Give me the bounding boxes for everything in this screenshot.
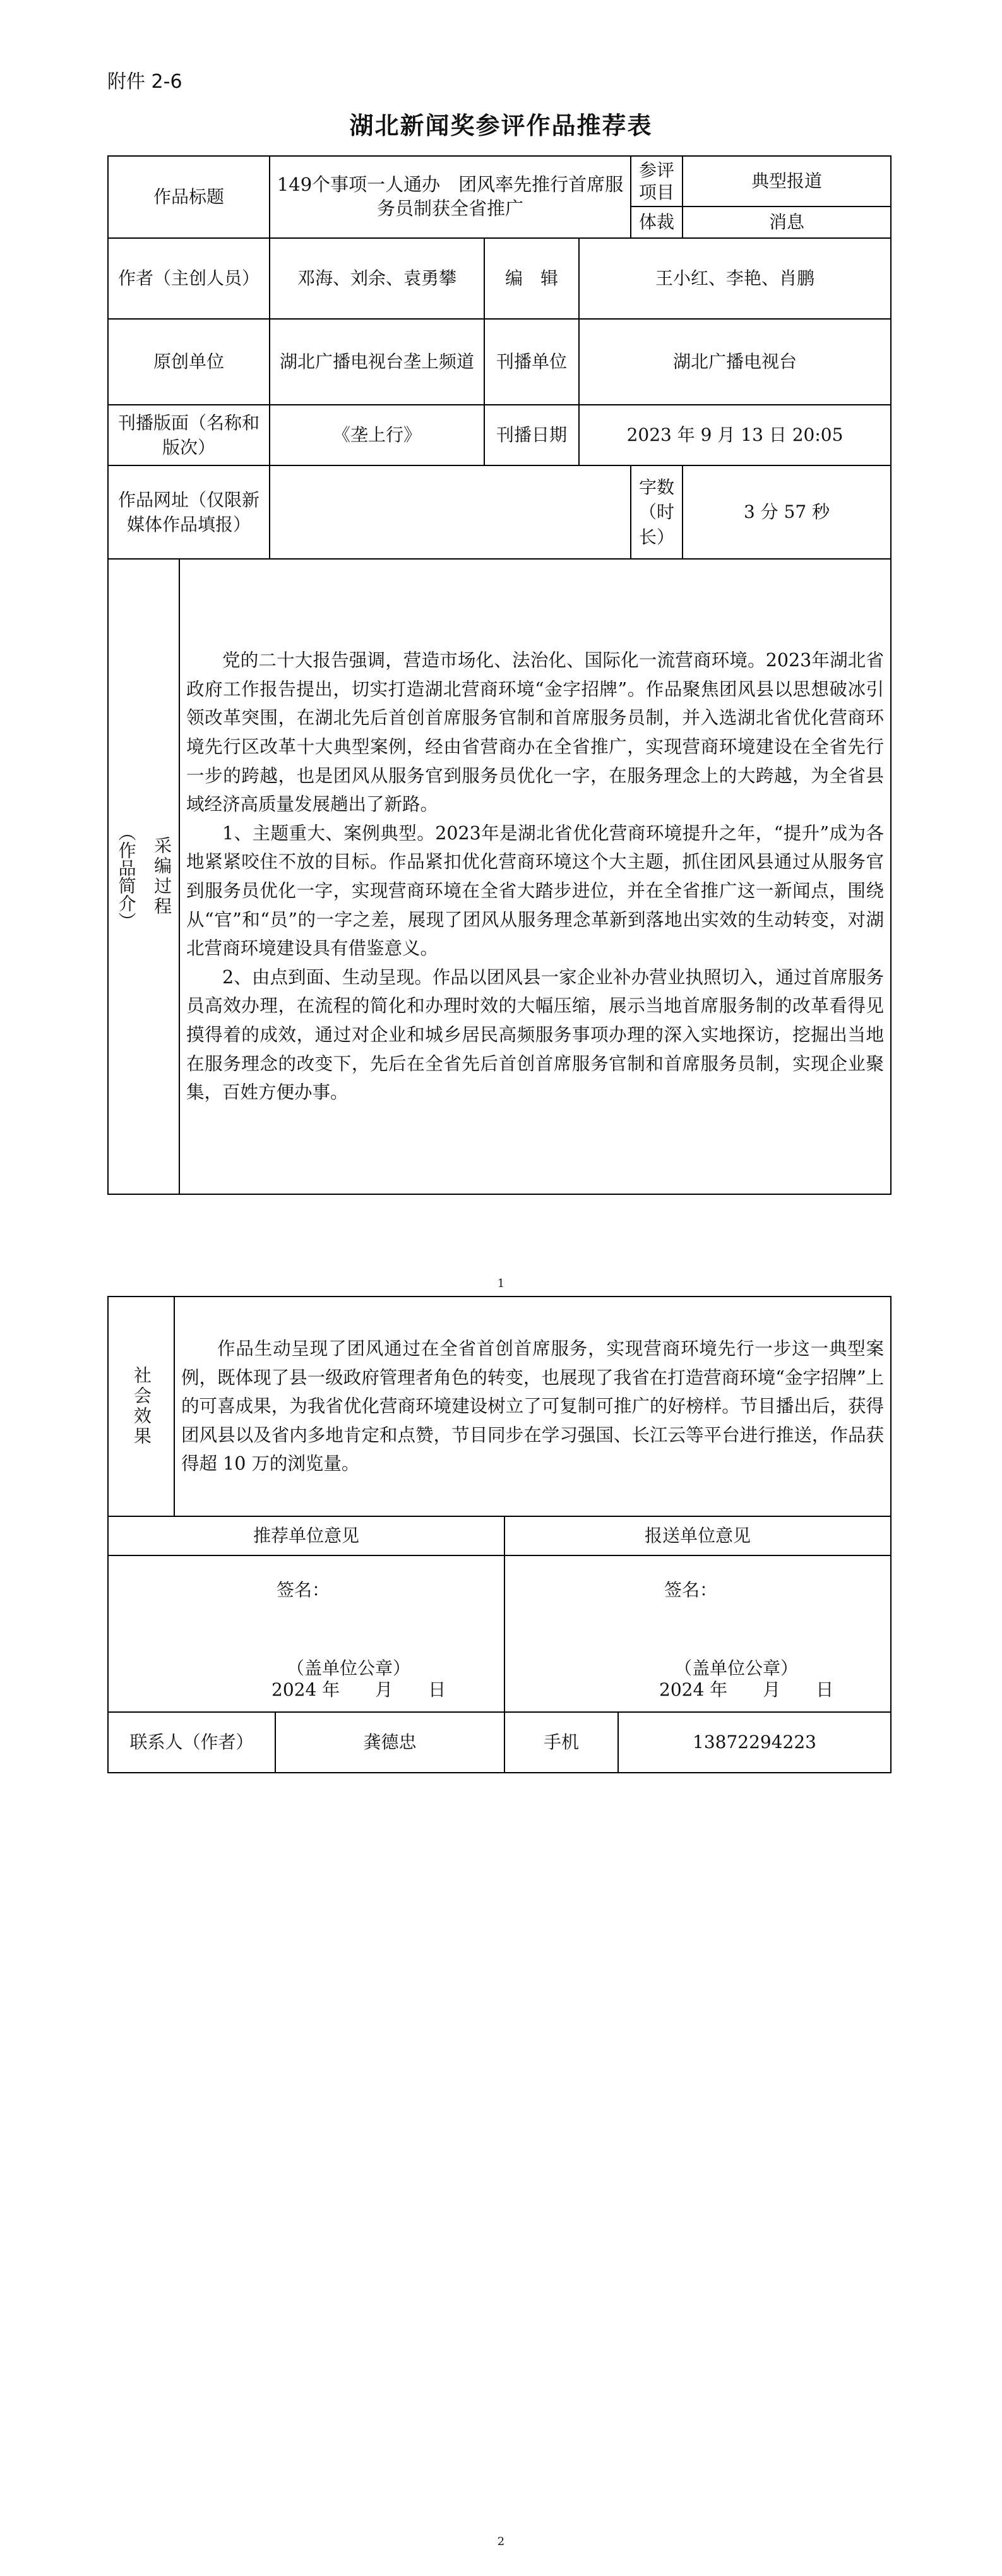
social-effect-text: 作品生动呈现了团风通过在全省首创首席服务，实现营商环境先行一步这一典型案例，既体现了县一级政府管理者角色的转变，也展现了我省在打造营商环境“金字招牌”上的可喜成果，为我省优化营商环境建设树立了可复制可推广的好榜样。节目播出后，获得团风县以及省内多地肯定和点赞，节目同步在学习强国、长江云等平台进行推送，作品获得超 10 万的浏览量。 — [181, 1338, 885, 1475]
social-effect-cell — [174, 1297, 891, 1516]
word-count-label: 字数（时长） — [631, 465, 683, 559]
entry-item-value: 典型报道 — [683, 156, 891, 207]
recommend-seal: （盖单位公章） — [287, 1658, 411, 1679]
url-label: 作品网址（仅限新媒体作品填报） — [108, 465, 270, 559]
genre-label: 体裁 — [631, 207, 683, 238]
contact-name: 龚德忠 — [275, 1712, 504, 1773]
document-title: 湖北新闻奖参评作品推荐表 — [349, 111, 653, 140]
genre-value: 消息 — [683, 207, 891, 238]
publish-date-label: 刊播日期 — [484, 405, 579, 465]
recommend-date: 2024 年 月 日 — [271, 1679, 446, 1700]
recommend-sign: 签名： — [277, 1579, 330, 1600]
author-label: 作者（主创人员） — [108, 238, 270, 319]
process-paragraph: 1、主题重大、案例典型。2023年是湖北省优化营商环境提升之年，“提升”成为各地紧紧咬住不放的目标。作品紧扣优化营商环境这个大主题，抓住团风县通过从服务官到服务员优化一字，实现营商环境在全省大踏步进位，并在全省推广这一新闻点，围绕从“官”和“员”的一字之差，展现了团风从服务理念革新到落地出实效的生动转变，对湖北营商环境建设具有借鉴意义。 — [186, 822, 885, 959]
page-number: 1 — [497, 1277, 505, 1290]
phone-label: 手机 — [504, 1712, 618, 1773]
process-label-cell — [108, 559, 179, 1194]
process-text-cell — [179, 559, 891, 1194]
recommend-opinion-cell — [108, 1555, 504, 1712]
submit-date: 2024 年 月 日 — [659, 1679, 834, 1700]
submit-opinion-label: 报送单位意见 — [504, 1516, 891, 1555]
work-title-label: 作品标题 — [108, 156, 270, 238]
social-effect-label: 社会效果 — [131, 1366, 152, 1447]
contact-label: 联系人（作者） — [108, 1712, 275, 1773]
publish-unit-label: 刊播单位 — [484, 319, 579, 405]
entry-item-label: 参评项目 — [631, 156, 683, 207]
phone-number: 13872294223 — [618, 1712, 891, 1773]
publish-section-value: 《垄上行》 — [270, 405, 484, 465]
process-sublabel: （作品简介） — [116, 824, 137, 930]
origin-unit-label: 原创单位 — [108, 319, 270, 405]
recommend-opinion-label: 推荐单位意见 — [108, 1516, 504, 1555]
submit-seal: （盖单位公章） — [674, 1658, 799, 1679]
attachment-label: 附件 2-6 — [107, 71, 182, 93]
publish-unit-value: 湖北广播电视台 — [579, 319, 891, 405]
process-label: 采编过程 — [152, 836, 173, 917]
editor-value: 王小红、李艳、肖鹏 — [579, 238, 891, 319]
publish-date-value: 2023 年 9 月 13 日 20:05 — [579, 405, 891, 465]
recommendation-form-table — [107, 155, 892, 1195]
submit-sign: 签名： — [664, 1579, 718, 1600]
opinion-form-table — [107, 1296, 892, 1773]
publish-section-label: 刊播版面（名称和版次） — [108, 405, 270, 465]
work-title-value: 149个事项一人通办 团风率先推行首席服务员制获全省推广 — [270, 156, 631, 238]
process-paragraph: 2、由点到面、生动呈现。作品以团风县一家企业补办营业执照切入，通过首席服务员高效办理，在流程的简化和办理时效的大幅压缩，展示当地首席服务制的改革看得见摸得着的成效，通过对企业和城乡居民高频服务事项办理的深入实地探访，挖掘出当地在服务理念的改变下，先后在全省先后首创首席服务官制和首席服务员制，实现企业聚集，百姓方便办事。 — [186, 966, 885, 1103]
page-two — [0, 1295, 1002, 2576]
submit-opinion-cell — [504, 1555, 891, 1712]
editor-label: 编 辑 — [484, 238, 579, 319]
origin-unit-value: 湖北广播电视台垄上频道 — [270, 319, 484, 405]
word-count-value: 3 分 57 秒 — [683, 465, 891, 559]
process-paragraph: 党的二十大报告强调，营造市场化、法治化、国际化一流营商环境。2023年湖北省政府工作报告提出，切实打造湖北营商环境“金字招牌”。作品聚焦团风县以思想破冰引领改革突围，在湖北先后首创首席服务官制和首席服务员制，并入选湖北省优化营商环境先行区改革十大典型案例，经由省营商办在全省推广，实现营商环境建设在全省先行一步的跨越，也是团风从服务官到服务员优化一字，在服务理念上的大跨越，为全省县域经济高质量发展趟出了新路。 — [186, 650, 885, 815]
author-value: 邓海、刘余、袁勇攀 — [270, 238, 484, 319]
social-effect-label-cell — [108, 1297, 174, 1516]
page-number: 2 — [497, 2535, 505, 2548]
url-value — [270, 465, 631, 559]
